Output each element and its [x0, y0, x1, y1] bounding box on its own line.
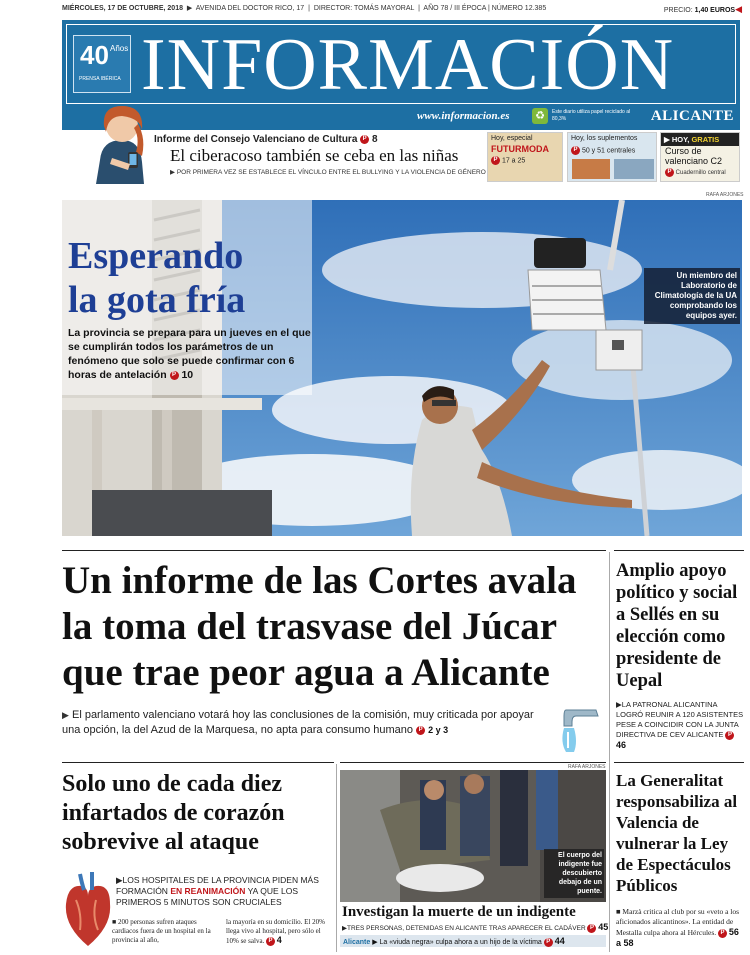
- website-link[interactable]: www.informacion.es: [417, 110, 510, 122]
- hero-caption: Un miembro del Laboratorio de Climatología de la UA comprobando los equipos ayer.: [644, 268, 740, 324]
- hero-headline[interactable]: Esperando la gota fría: [68, 235, 246, 321]
- page-ref-icon: P: [665, 168, 674, 177]
- promo-subhead: ▶ POR PRIMERA VEZ SE ESTABLECE EL VÍNCULO ENTRE EL BULLYING Y LA VIOLENCIA DE GÉNERO: [170, 169, 486, 176]
- promo-headline[interactable]: El ciberacoso también se ceba en las niñas: [170, 146, 459, 165]
- masthead: [62, 20, 740, 130]
- top-info-line: MIÉRCOLES, 17 DE OCTUBRE, 2018 ▶ AVENIDA DEL DOCTOR RICO, 17 | DIRECTOR: TOMÁS MAYORAL | AÑO 78 / III ÉPOCA | NÚMERO 12.385 PRECIO: 1,40 EUROS◀: [62, 4, 742, 14]
- photo-credit: RAFA ARJONES: [568, 764, 606, 770]
- side-subhead-uepal: ▶LA PATRONAL ALICANTINA LOGRÓ REUNIR A 120 ASISTENTES PESE A COINCIDIR CON LA JUNTA DIRECTIVA DE CEV ALICANTE P 46: [616, 700, 744, 750]
- edition-city: ALICANTE: [650, 108, 734, 124]
- indigent-photo-caption: El cuerpo del indigente fue descubierto debajo de un puente.: [544, 849, 604, 898]
- column-divider: [609, 552, 610, 952]
- page-ref-icon: P: [718, 929, 727, 938]
- column-divider: [336, 764, 337, 952]
- issue-date: MIÉRCOLES, 17 DE OCTUBRE, 2018: [62, 5, 183, 12]
- promo-strip: [62, 130, 740, 184]
- side-subhead-generalitat: ■ Marzà critica al club por su «veto a los aficionados alicantinos». La entidad de Mestalla culpa ahora al Hércules. P 56 a 58: [616, 907, 740, 948]
- free-course-box[interactable]: ▶ HOY, GRATIS Curso de valenciano C2 P Cuadernillo central: [660, 132, 740, 182]
- heart-attack-headline[interactable]: Solo uno de cada diez infartados de corazón sobrevive al ataque: [62, 771, 285, 855]
- anniversary-badge: 40 Años PRENSA IBÉRICA: [73, 35, 131, 93]
- side-headline-uepal[interactable]: Amplio apoyo político y social a Sellés en su elección como presidente de Uepal: [616, 561, 738, 691]
- director: DIRECTOR: TOMÁS MAYORAL: [313, 5, 415, 12]
- heart-attack-body-col2: la mayoría en su domicilio. El 20% llega vivo al hospital, pero sólo el 10% se salva. P 4: [226, 918, 325, 945]
- page-ref-icon: P: [491, 156, 500, 165]
- page-ref-icon: P: [266, 937, 275, 946]
- page-ref-icon: P: [571, 146, 580, 155]
- page-ref-icon: P: [725, 731, 734, 740]
- newspaper-logo: INFORMACIÓN: [141, 24, 675, 106]
- lead-subhead: ▶ El parlamento valenciano votará hoy las conclusiones de la comisión, muy criticada por apoyar una opción, la del Azud de la Marquesa, no apta para consumo humano P 2 y 3: [62, 709, 534, 736]
- address: AVENIDA DEL DOCTOR RICO, 17: [195, 5, 305, 12]
- alicante-brief-bar[interactable]: Alicante ▶ La «viuda negra» culpa ahora a un hijo de la víctima P 44: [340, 935, 606, 947]
- promo-kicker[interactable]: Informe del Consejo Valenciano de Cultura P 8: [154, 134, 378, 145]
- supplement-thumbnail: [614, 159, 654, 179]
- recycle-icon: ♻: [532, 108, 548, 124]
- page-ref-icon: P: [360, 135, 369, 144]
- page-ref-icon: P: [416, 726, 425, 735]
- divider: [62, 550, 606, 551]
- divider: [614, 762, 744, 763]
- lead-headline[interactable]: Un informe de las Cortes avala la toma del trasvase del Júcar que trae peor agua a Alicante: [62, 559, 577, 694]
- heart-attack-subhead: ▶LOS HOSPITALES DE LA PROVINCIA PIDEN MÁS FORMACIÓN EN REANIMACIÓN YA QUE LOS PRIMEROS 5 MINUTOS SON CRUCIALES: [116, 875, 319, 907]
- side-headline-generalitat[interactable]: La Generalitat responsabiliza al Valencia de vulnerar la Ley de Espectáculos Públicos: [616, 771, 738, 895]
- divider: [340, 762, 606, 763]
- photo-credit: RAFA ARJONES: [706, 192, 744, 198]
- page-ref-icon: P: [544, 938, 553, 947]
- water-tap-icon: [556, 702, 608, 754]
- heart-illustration: [62, 870, 114, 950]
- indigent-photo[interactable]: [340, 770, 606, 902]
- page-ref-icon: P: [170, 371, 179, 380]
- girl-with-phone-illustration: [82, 100, 162, 184]
- year-number: AÑO 78 / III ÉPOCA | NÚMERO 12.385: [423, 5, 547, 12]
- page-ref-icon: P: [587, 924, 596, 933]
- futurmoda-box[interactable]: Hoy, especial FUTURMODA P 17 a 25: [487, 132, 563, 182]
- hero-dek: La provincia se prepara para un jueves en el que se cumplirán todos los parámetros de un fenómeno que solo se puede confirmar con 6 horas de antelación P 10: [68, 327, 311, 381]
- supplements-box[interactable]: Hoy, los suplementos P 50 y 51 centrales: [567, 132, 657, 182]
- supplement-thumbnail: [572, 159, 610, 179]
- recycled-paper-note: Este diario utiliza papel reciclado al 80,3%: [552, 109, 631, 122]
- heart-attack-body-col1: ■ 200 personas sufren ataques cardiacos fuera de un hospital en la provincia al año,: [112, 918, 211, 944]
- indigent-headline[interactable]: Investigan la muerte de un indigente: [342, 904, 576, 920]
- indigent-subhead: ▶TRES PERSONAS, DETENIDAS EN ALICANTE TRAS APARECER EL CADÁVER P 45: [342, 922, 609, 932]
- hero-photo[interactable]: [62, 200, 742, 536]
- divider: [62, 762, 334, 763]
- price: PRECIO: 1,40 EUROS◀: [663, 4, 742, 14]
- divider: [614, 550, 744, 551]
